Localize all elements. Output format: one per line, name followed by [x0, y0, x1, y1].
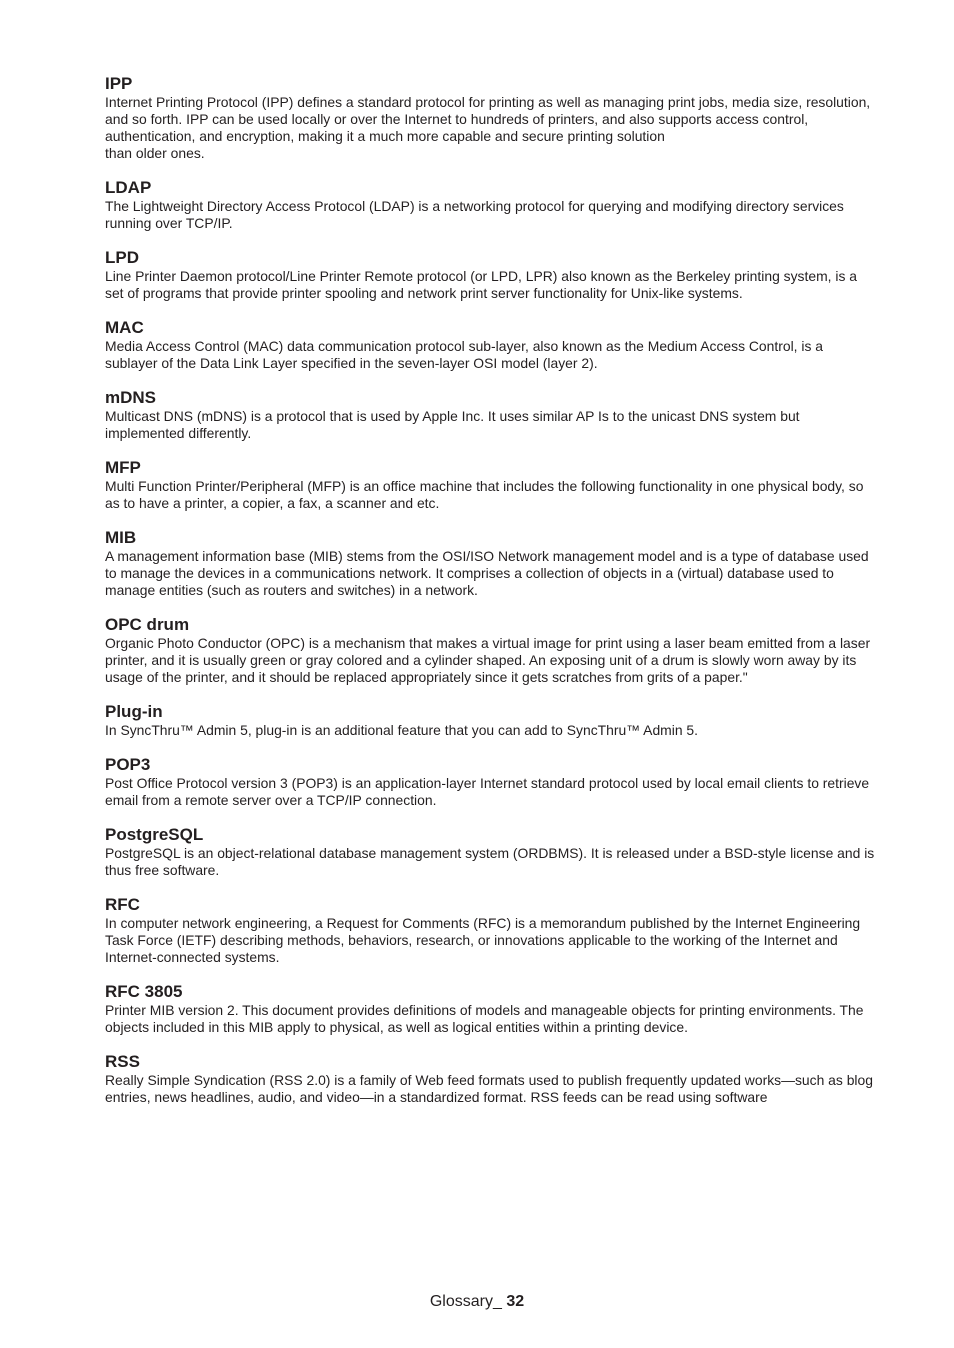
glossary-term: RSS	[105, 1052, 140, 1071]
glossary-term: MFP	[105, 458, 141, 477]
glossary-entry-opc-drum	[105, 615, 875, 686]
glossary-entry-mac	[105, 318, 875, 372]
glossary-definition: The Lightweight Directory Access Protocol (LDAP) is a networking protocol for querying and modifying directory services running over TCP/IP.	[105, 198, 844, 231]
glossary-definition: A management information base (MIB) stems from the OSI/ISO Network management model and is a type of database used to manage the devices in a communications network. It comprises a collection of objects in a (virtual) database used to manage entities (such as routers and switches) in a network.	[105, 548, 869, 598]
glossary-term: LDAP	[105, 178, 152, 197]
glossary-term: IPP	[105, 74, 133, 93]
glossary-definition: Multicast DNS (mDNS) is a protocol that is used by Apple Inc. It uses similar AP Is to the unicast DNS system but implemented differently.	[105, 408, 800, 441]
glossary-definition: Internet Printing Protocol (IPP) defines a standard protocol for printing as well as managing print jobs, media size, resolution, and so forth. IPP can be used locally or over the Internet to hundreds of printers, and also supports access control, authentication, and encryption, making it a much more capable and secure printing solution	[105, 94, 871, 144]
glossary-term: mDNS	[105, 388, 157, 407]
glossary-definition: PostgreSQL is an object-relational database management system (ORDBMS). It is released under a BSD-style license and is thus free software.	[105, 845, 875, 878]
page-footer	[0, 1292, 954, 1312]
glossary-entry-mdns	[105, 388, 875, 442]
glossary-entry-mib	[105, 528, 875, 599]
glossary-entry-rfc	[105, 895, 875, 966]
glossary-term: RFC 3805	[105, 982, 183, 1001]
glossary-term: Plug-in	[105, 702, 163, 721]
page-number: 32	[506, 1293, 525, 1310]
glossary-term: MAC	[105, 318, 144, 337]
glossary-definition: Media Access Control (MAC) data communication protocol sub-layer, also known as the Medium Access Control, is a sublayer of the Data Link Layer specified in the seven-layer OSI model (layer 2).	[105, 338, 823, 371]
glossary-entry-ipp	[105, 74, 875, 162]
glossary-definition: Multi Function Printer/Peripheral (MFP) is an office machine that includes the following functionality in one physical body, so as to have a printer, a copier, a fax, a scanner and etc.	[105, 478, 864, 511]
glossary-term: MIB	[105, 528, 137, 547]
glossary-definition: In SyncThru™ Admin 5, plug-in is an additional feature that you can add to SyncThru™ Admin 5.	[105, 722, 698, 738]
glossary-definition: Really Simple Syndication (RSS 2.0) is a family of Web feed formats used to publish frequently updated works—such as blog entries, news headlines, audio, and video—in a standardized format. RSS feeds can be read using software	[105, 1072, 873, 1105]
glossary-definition: Organic Photo Conductor (OPC) is a mechanism that makes a virtual image for print using a laser beam emitted from a laser printer, and it is usually green or gray colored and a cylinder shaped. An exposing unit of a drum is slowly worn away by its usage of the printer, and it should be replaced appropriately since it gets scratches from grits of a paper."	[105, 635, 871, 685]
glossary-entry-lpd	[105, 248, 875, 302]
glossary-entry-postgresql	[105, 825, 875, 879]
glossary-entry-rfc-3805	[105, 982, 875, 1036]
glossary-definition: Line Printer Daemon protocol/Line Printer Remote protocol (or LPD, LPR) also known as the Berkeley printing system, is a set of programs that provide printer spooling and network print server functionality for Unix-like systems.	[105, 268, 857, 301]
glossary-entries	[105, 74, 875, 1122]
glossary-entry-pop3	[105, 755, 875, 809]
glossary-term: PostgreSQL	[105, 825, 204, 844]
glossary-entry-mfp	[105, 458, 875, 512]
glossary-entry-ldap	[105, 178, 875, 232]
glossary-definition: Printer MIB version 2. This document provides definitions of models and manageable objects for printing environments. The objects included in this MIB apply to physical, as well as logical entities within a printing device.	[105, 1002, 864, 1035]
glossary-entry-rss	[105, 1052, 875, 1106]
glossary-term: OPC drum	[105, 615, 190, 634]
glossary-entry-plug-in	[105, 702, 875, 739]
glossary-term: RFC	[105, 895, 140, 914]
glossary-term: POP3	[105, 755, 151, 774]
glossary-definition-continued: than older ones.	[105, 145, 205, 161]
glossary-definition: In computer network engineering, a Request for Comments (RFC) is a memorandum published by the Internet Engineering Task Force (IETF) describing methods, behaviors, research, or innovations applicable to the working of the Internet and Internet-connected systems.	[105, 915, 861, 965]
glossary-definition: Post Office Protocol version 3 (POP3) is an application-layer Internet standard protocol used by local email clients to retrieve email from a remote server over a TCP/IP connection.	[105, 775, 870, 808]
footer-section-label: Glossary_	[429, 1293, 502, 1310]
glossary-term: LPD	[105, 248, 139, 267]
